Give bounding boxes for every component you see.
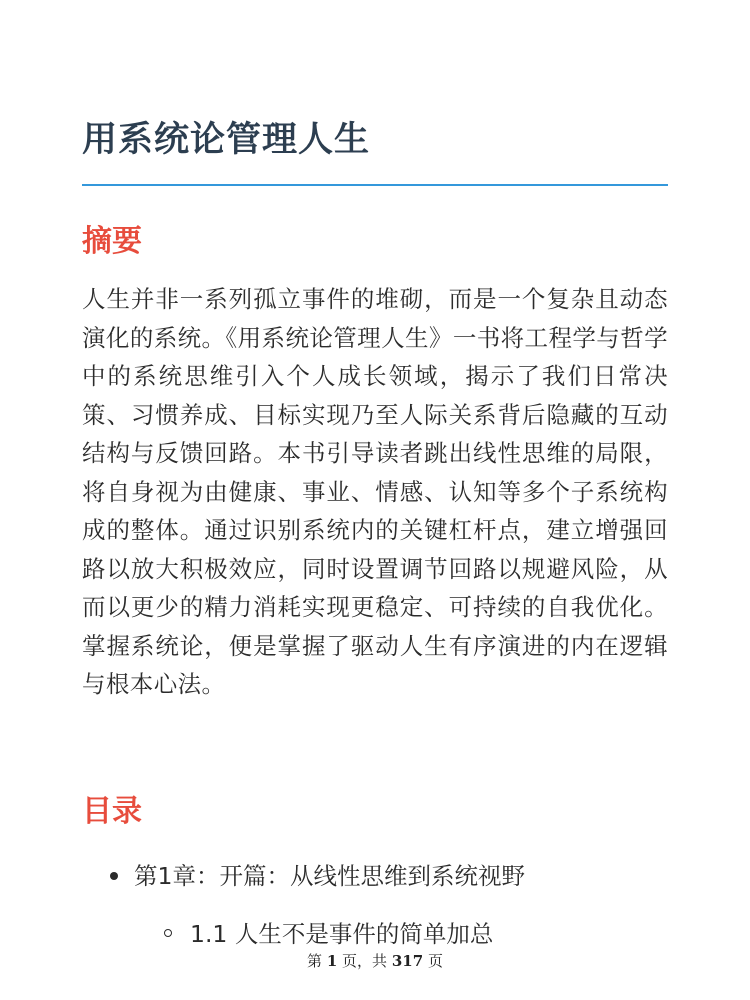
footer-current-page: 1: [326, 952, 338, 970]
toc-chapter-label: 第1章：开篇：从线性思维到系统视野: [134, 862, 525, 890]
abstract-heading: 摘要: [82, 224, 142, 259]
bullet-disc-icon: [110, 872, 118, 880]
abstract-paragraph: 人生并非一系列孤立事件的堆砌，而是一个复杂且动态演化的系统。《用系统论管理人生》一书将工程学与哲学中的系统思维引入个人成长领域，揭示了我们日常决策、习惯养成、目标实现乃至人际关系背后隐藏的互动结构与反馈回路。本书引导读者跳出线性思维的局限，将自身视为由健康、事业、情感、认知等多个子系统构成的整体。通过识别系统内的关键杠杆点，建立增强回路以放大积极效应，同时设置调节回路以规避风险，从而以更少的精力消耗实现更稳定、可持续的自我优化。掌握系统论，便是掌握了驱动人生有序演进的内在逻辑与根本心法。: [82, 285, 668, 698]
bullet-circle-icon: [164, 929, 172, 937]
toc-section-label: 1.1 人生不是事件的简单加总: [190, 920, 494, 948]
footer-suffix: 页: [427, 952, 443, 970]
footer-middle: 页，共: [342, 952, 388, 970]
toc-list: [82, 852, 668, 958]
document-page: [82, 0, 668, 1000]
title-divider: [82, 184, 668, 186]
page-footer: [0, 950, 750, 972]
toc-heading: 目录: [82, 794, 142, 829]
footer-total-pages: 317: [391, 952, 424, 970]
footer-prefix: 第: [307, 952, 323, 970]
document-title: 用系统论管理人生: [82, 120, 371, 160]
toc-chapter-item[interactable]: [82, 852, 668, 900]
